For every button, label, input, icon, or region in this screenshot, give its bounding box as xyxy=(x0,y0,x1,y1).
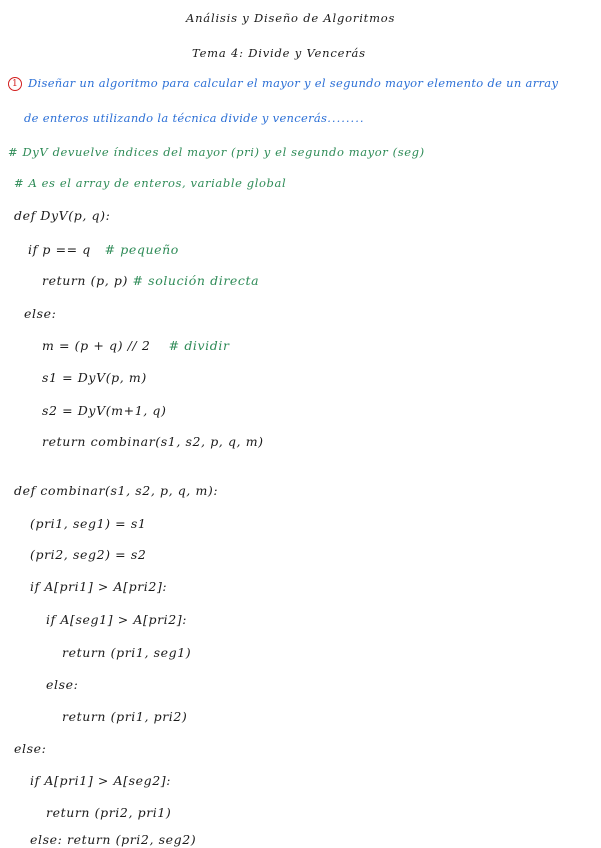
code-if-small xyxy=(28,242,179,257)
code-def-dyv: def DyV(p, q): xyxy=(14,208,111,223)
code-else-3: else: xyxy=(14,741,47,756)
code-else-return-pri2-seg2: else: return (pri2, seg2) xyxy=(30,832,197,847)
comment-array-global: # A es el array de enteros, variable global xyxy=(14,176,287,190)
code-divide-comment: # dividir xyxy=(168,338,230,353)
code-def-combinar: def combinar(s1, s2, p, q, m): xyxy=(14,483,219,498)
code-return-direct-comment: # solución directa xyxy=(132,273,260,288)
code-return-pri2-pri1: return (pri2, pri1) xyxy=(46,805,172,820)
code-divide xyxy=(42,338,230,353)
code-if-seg1-gt-pri2: if A[seg1] > A[pri2]: xyxy=(46,612,188,627)
code-unpack-s1: (pri1, seg1) = s1 xyxy=(30,516,147,531)
code-if-small-comment: # pequeño xyxy=(104,242,179,257)
code-if-pri1-gt-pri2: if A[pri1] > A[pri2]: xyxy=(30,579,168,594)
code-unpack-s2: (pri2, seg2) = s2 xyxy=(30,547,147,562)
code-if-small-stmt: if p == q xyxy=(28,242,91,257)
code-s2: s2 = DyV(m+1, q) xyxy=(42,403,167,418)
code-return-direct xyxy=(42,273,259,288)
exercise-statement-line-2 xyxy=(24,111,365,125)
comment-dyv-returns: # DyV devuelve índices del mayor (pri) y el segundo mayor (seg) xyxy=(8,145,425,159)
exercise-statement-text-2: de enteros utilizando la técnica divide y vencerás xyxy=(24,111,328,125)
course-title: Análisis y Diseño de Algoritmos xyxy=(186,11,396,25)
code-return-combinar: return combinar(s1, s2, p, q, m) xyxy=(42,434,264,449)
code-s1: s1 = DyV(p, m) xyxy=(42,370,147,385)
code-return-pri1-seg1: return (pri1, seg1) xyxy=(62,645,192,660)
exercise-number-badge: 1 xyxy=(8,77,22,91)
code-if-pri1-gt-seg2: if A[pri1] > A[seg2]: xyxy=(30,773,172,788)
exercise-statement-line-1 xyxy=(8,76,558,91)
code-return-direct-stmt: return (p, p) xyxy=(42,273,128,288)
exercise-statement-dots: ........ xyxy=(327,111,365,125)
exercise-statement-text-1: Diseñar un algoritmo para calcular el mayor y el segundo mayor elemento de un array xyxy=(28,76,559,90)
code-return-pri1-pri2: return (pri1, pri2) xyxy=(62,709,188,724)
topic-title: Tema 4: Divide y Vencerás xyxy=(192,46,366,60)
code-divide-stmt: m = (p + q) // 2 xyxy=(42,338,151,353)
code-else-2: else: xyxy=(46,677,79,692)
code-else-1: else: xyxy=(24,306,57,321)
